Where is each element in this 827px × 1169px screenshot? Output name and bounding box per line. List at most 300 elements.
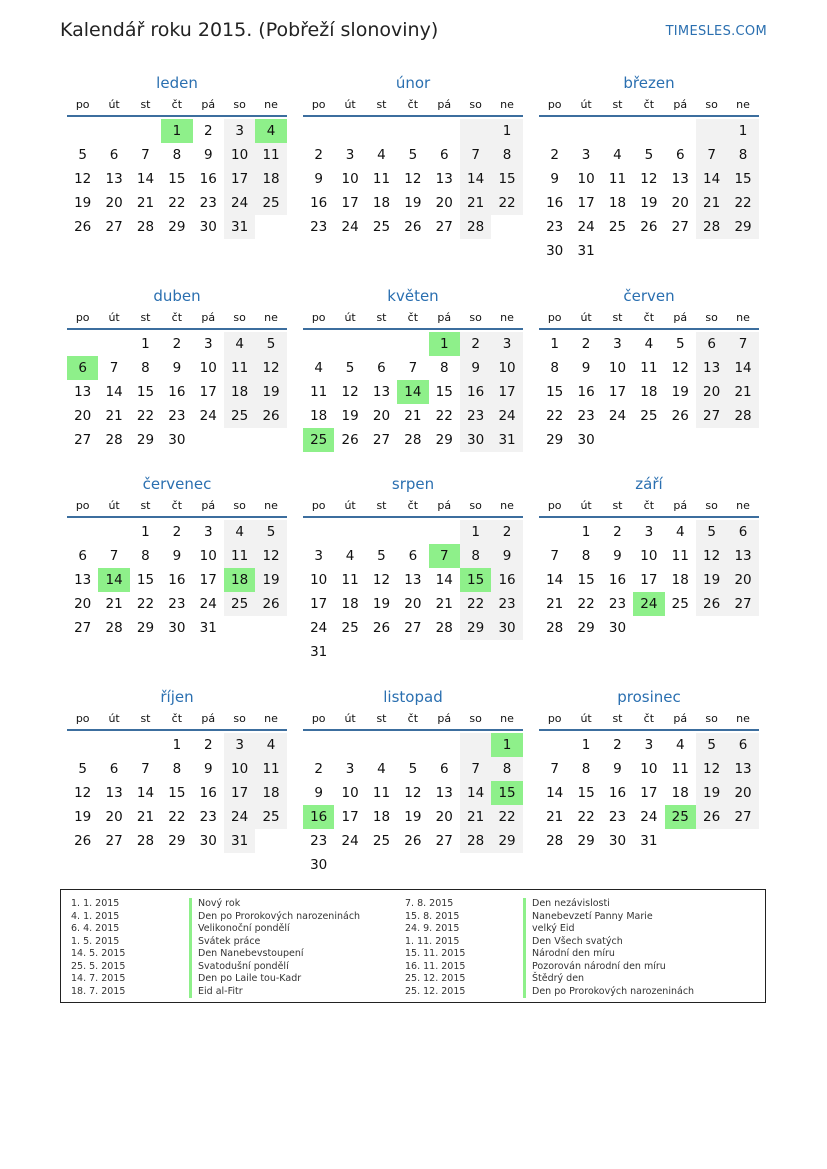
month-11 (539, 687, 759, 853)
day-cell: 4 (224, 332, 255, 356)
day-cell: 6 (109, 761, 119, 777)
day-cell: 19 (696, 568, 727, 592)
day-cell: 21 (105, 408, 123, 424)
day-cell: 17 (640, 785, 658, 801)
empty-cell (334, 733, 365, 757)
header-rule (303, 729, 523, 731)
weekday-label: čt (643, 311, 655, 324)
holiday-name: Nanebevzetí Panny Marie (523, 911, 653, 924)
day-cell: 8 (491, 757, 522, 781)
empty-cell (460, 119, 491, 143)
day-cell: 10 (310, 572, 328, 588)
weekday-label: čt (407, 311, 419, 324)
weekday-label: ne (264, 98, 278, 111)
day-cell: 8 (550, 360, 559, 376)
day-grid (67, 332, 287, 452)
weekday-label: so (233, 712, 246, 725)
day-cell: 3 (644, 524, 654, 540)
weekday-label: po (75, 311, 90, 324)
day-cell: 6 (439, 147, 449, 163)
day-cell: 30 (608, 833, 627, 849)
day-cell: 7 (109, 548, 119, 564)
empty-cell (633, 616, 664, 640)
day-cell: 12 (74, 785, 92, 801)
empty-cell (727, 428, 758, 452)
weekday-header (67, 95, 287, 115)
day-cell: 28 (460, 215, 491, 239)
day-cell: 29 (460, 616, 491, 640)
empty-cell (334, 853, 365, 877)
day-cell: 10 (640, 548, 658, 564)
day-cell: 2 (613, 524, 622, 540)
weekday-label: pá (437, 311, 452, 324)
empty-cell (665, 829, 696, 853)
day-cell: 22 (136, 408, 155, 424)
day-cell: 28 (105, 432, 123, 448)
empty-cell (98, 520, 129, 544)
day-cell: 7 (141, 761, 150, 777)
day-cell: 6 (439, 761, 449, 777)
weekday-label: pá (437, 499, 452, 512)
day-cell: 6 (727, 520, 758, 544)
day-cell: 3 (345, 761, 355, 777)
month-0 (67, 73, 287, 239)
day-cell: 12 (372, 572, 391, 588)
weekday-label: čt (407, 98, 419, 111)
day-cell: 21 (435, 596, 453, 612)
day-cell: 24 (199, 596, 217, 612)
weekday-label: po (75, 499, 90, 512)
day-cell: 25 (372, 219, 391, 235)
day-cell: 4 (224, 520, 255, 544)
month-name: březen (623, 74, 675, 92)
weekday-label: út (108, 98, 120, 111)
day-cell: 27 (435, 219, 453, 235)
day-cell: 7 (109, 360, 119, 376)
holiday-name: Svatodušní pondělí (189, 961, 289, 974)
day-cell: 26 (255, 404, 286, 428)
holiday-day-cell: 24 (633, 592, 664, 616)
day-cell: 12 (671, 360, 689, 376)
weekday-label: út (108, 712, 120, 725)
day-cell: 10 (341, 171, 359, 187)
day-cell: 15 (435, 384, 453, 400)
day-cell: 21 (546, 809, 564, 825)
day-cell: 9 (613, 548, 622, 564)
weekday-label: čt (643, 712, 655, 725)
day-cell: 30 (608, 620, 627, 636)
day-cell: 13 (696, 356, 727, 380)
day-cell: 17 (199, 384, 217, 400)
weekday-label: ne (500, 311, 514, 324)
weekday-label: so (233, 98, 246, 111)
day-cell: 16 (577, 384, 595, 400)
empty-cell (130, 733, 161, 757)
day-cell: 24 (310, 620, 328, 636)
empty-cell (224, 428, 255, 452)
day-cell: 10 (199, 548, 217, 564)
day-cell: 26 (74, 833, 92, 849)
weekday-label: út (344, 311, 356, 324)
weekday-label: st (140, 98, 151, 111)
day-cell: 14 (136, 171, 155, 187)
weekday-label: st (376, 712, 387, 725)
day-cell: 22 (577, 809, 595, 825)
day-cell: 3 (314, 548, 323, 564)
holiday-day-cell: 7 (429, 544, 460, 568)
holiday-day-cell: 15 (491, 781, 522, 805)
day-cell: 19 (671, 384, 689, 400)
day-cell: 19 (74, 195, 92, 211)
holiday-name: Národní den míru (523, 948, 615, 961)
day-cell: 13 (727, 757, 758, 781)
empty-cell (539, 733, 570, 757)
holiday-name: Svátek práce (189, 936, 260, 949)
day-cell: 16 (460, 380, 491, 404)
day-cell: 8 (581, 548, 591, 564)
day-cell: 13 (404, 572, 422, 588)
day-cell: 18 (372, 809, 391, 825)
weekday-header (67, 709, 287, 729)
day-cell: 1 (141, 336, 150, 352)
day-cell: 7 (460, 757, 491, 781)
holiday-day-cell: 18 (224, 568, 255, 592)
empty-cell (397, 640, 428, 664)
day-cell: 18 (255, 781, 286, 805)
weekday-label: po (547, 311, 562, 324)
day-cell: 4 (613, 147, 622, 163)
day-cell: 14 (105, 384, 123, 400)
day-cell: 5 (696, 733, 727, 757)
day-grid (67, 733, 287, 853)
weekday-label: út (108, 311, 120, 324)
empty-cell (334, 332, 365, 356)
day-cell: 1 (550, 336, 559, 352)
day-cell: 15 (168, 785, 186, 801)
day-cell: 9 (491, 544, 522, 568)
day-cell: 10 (577, 171, 595, 187)
day-cell: 18 (341, 596, 359, 612)
day-cell: 21 (136, 809, 155, 825)
holiday-day-cell: 16 (303, 805, 334, 829)
day-cell: 1 (581, 524, 591, 540)
day-cell: 25 (224, 404, 255, 428)
day-cell: 25 (255, 805, 286, 829)
day-cell: 12 (341, 384, 359, 400)
day-cell: 15 (136, 572, 155, 588)
day-cell: 29 (136, 620, 155, 636)
day-cell: 22 (435, 408, 453, 424)
holiday-day-cell: 15 (460, 568, 491, 592)
day-cell: 18 (372, 195, 391, 211)
day-cell: 14 (546, 785, 564, 801)
day-cell: 6 (727, 733, 758, 757)
day-cell: 21 (105, 596, 123, 612)
day-cell: 15 (168, 171, 186, 187)
empty-cell (303, 332, 334, 356)
day-cell: 31 (224, 215, 255, 239)
day-cell: 28 (404, 432, 422, 448)
day-cell: 30 (546, 243, 564, 259)
weekday-label: pá (673, 311, 688, 324)
weekday-label: čt (407, 712, 419, 725)
day-cell: 18 (255, 167, 286, 191)
empty-cell (397, 733, 428, 757)
day-cell: 8 (581, 761, 591, 777)
day-cell: 27 (435, 833, 453, 849)
day-cell: 21 (696, 191, 727, 215)
day-cell: 11 (224, 356, 255, 380)
weekday-label: út (108, 499, 120, 512)
day-cell: 5 (675, 336, 685, 352)
holiday-name: Velikonoční pondělí (189, 923, 290, 936)
day-cell: 25 (341, 620, 359, 636)
empty-cell (727, 239, 758, 263)
day-cell: 15 (491, 167, 522, 191)
day-cell: 2 (491, 520, 522, 544)
weekday-label: so (469, 311, 482, 324)
weekday-label: čt (407, 499, 419, 512)
month-4 (303, 286, 523, 452)
day-cell: 19 (640, 195, 658, 211)
weekday-label: út (344, 98, 356, 111)
day-cell: 5 (696, 520, 727, 544)
month-2 (539, 73, 759, 263)
weekday-label: ne (264, 712, 278, 725)
day-cell: 11 (640, 360, 658, 376)
empty-cell (255, 829, 286, 853)
weekday-label: ne (736, 98, 750, 111)
empty-cell (665, 239, 696, 263)
day-cell: 20 (696, 380, 727, 404)
day-cell: 10 (224, 757, 255, 781)
day-cell: 11 (224, 544, 255, 568)
holiday-date: 25. 5. 2015 (71, 960, 126, 972)
day-cell: 27 (105, 219, 123, 235)
empty-cell (429, 853, 460, 877)
holiday-date: 25. 12. 2015 (405, 985, 466, 997)
holiday-date: 15. 8. 2015 (405, 910, 460, 922)
day-cell: 15 (577, 785, 595, 801)
day-cell: 29 (546, 432, 564, 448)
empty-cell (633, 239, 664, 263)
weekday-label: so (233, 311, 246, 324)
day-cell: 6 (675, 147, 685, 163)
day-cell: 9 (613, 761, 622, 777)
header-rule (539, 729, 759, 731)
weekday-header (303, 308, 523, 328)
day-cell: 27 (727, 805, 758, 829)
day-cell: 11 (608, 171, 627, 187)
day-cell: 3 (613, 336, 622, 352)
weekday-label: čt (171, 98, 183, 111)
empty-cell (602, 239, 633, 263)
day-cell: 17 (224, 167, 255, 191)
empty-cell (303, 119, 334, 143)
day-cell: 2 (314, 761, 323, 777)
day-cell: 5 (255, 332, 286, 356)
day-cell: 23 (199, 809, 217, 825)
holiday-legend (60, 889, 766, 1003)
weekday-label: pá (201, 499, 216, 512)
weekday-label: po (311, 311, 326, 324)
weekday-label: st (140, 712, 151, 725)
day-cell: 21 (136, 195, 155, 211)
day-cell: 16 (310, 195, 328, 211)
weekday-header (67, 496, 287, 516)
weekday-label: čt (171, 311, 183, 324)
empty-cell (334, 119, 365, 143)
day-cell: 19 (404, 195, 422, 211)
day-cell: 29 (435, 432, 453, 448)
day-cell: 26 (255, 592, 286, 616)
day-cell: 30 (460, 428, 491, 452)
day-cell: 1 (727, 119, 758, 143)
day-cell: 12 (404, 171, 422, 187)
day-cell: 22 (168, 809, 186, 825)
day-cell: 22 (546, 408, 564, 424)
day-cell: 14 (435, 572, 453, 588)
weekday-label: po (311, 712, 326, 725)
weekday-label: st (612, 98, 623, 111)
day-cell: 1 (141, 524, 150, 540)
day-cell: 5 (255, 520, 286, 544)
day-cell: 20 (404, 596, 422, 612)
empty-cell (193, 428, 224, 452)
day-cell: 30 (199, 833, 217, 849)
day-cell: 25 (671, 596, 689, 612)
day-cell: 4 (255, 733, 286, 757)
day-cell: 13 (105, 171, 123, 187)
day-cell: 13 (435, 171, 453, 187)
holiday-day-cell: 4 (255, 119, 286, 143)
day-cell: 22 (136, 596, 155, 612)
day-cell: 20 (105, 809, 123, 825)
month-name: říjen (160, 688, 194, 706)
header-rule (303, 115, 523, 117)
day-cell: 1 (172, 737, 182, 753)
day-cell: 16 (608, 785, 627, 801)
day-cell: 9 (203, 147, 213, 163)
day-cell: 8 (439, 360, 449, 376)
empty-cell (602, 428, 633, 452)
holiday-day-cell: 1 (161, 119, 192, 143)
month-10 (303, 687, 523, 877)
weekday-label: po (547, 499, 562, 512)
empty-cell (98, 119, 129, 143)
day-cell: 29 (577, 620, 595, 636)
holiday-name: Den po Prorokových narozeninách (523, 986, 694, 999)
day-cell: 26 (74, 219, 92, 235)
day-cell: 26 (671, 408, 689, 424)
day-cell: 7 (696, 143, 727, 167)
day-cell: 16 (199, 785, 217, 801)
header-rule (539, 516, 759, 518)
day-cell: 17 (310, 596, 328, 612)
day-cell: 3 (491, 332, 522, 356)
day-grid (539, 119, 759, 263)
day-cell: 23 (460, 404, 491, 428)
empty-cell (366, 332, 397, 356)
weekday-label: so (469, 712, 482, 725)
weekday-label: st (612, 311, 623, 324)
day-cell: 7 (550, 548, 559, 564)
day-cell: 16 (608, 572, 627, 588)
holiday-day-cell: 1 (491, 733, 522, 757)
day-cell: 15 (136, 384, 155, 400)
empty-cell (397, 853, 428, 877)
day-cell: 12 (696, 544, 727, 568)
weekday-label: po (547, 98, 562, 111)
weekday-label: pá (201, 712, 216, 725)
day-cell: 19 (255, 380, 286, 404)
empty-cell (491, 215, 522, 239)
weekday-label: pá (673, 712, 688, 725)
day-cell: 28 (105, 620, 123, 636)
day-cell: 26 (696, 805, 727, 829)
site-logo[interactable]: TIMESLES.COM (665, 24, 767, 39)
header-rule (303, 516, 523, 518)
day-grid (303, 520, 523, 664)
empty-cell (366, 853, 397, 877)
page-title: Kalendář roku 2015. (Pobřeží slonoviny) (60, 19, 439, 41)
day-cell: 25 (255, 191, 286, 215)
day-cell: 12 (640, 171, 658, 187)
day-grid (67, 520, 287, 640)
day-cell: 29 (577, 833, 595, 849)
weekday-label: ne (500, 499, 514, 512)
day-cell: 7 (460, 143, 491, 167)
weekday-label: čt (171, 712, 183, 725)
day-cell: 19 (372, 596, 391, 612)
day-cell: 18 (608, 195, 627, 211)
holiday-day-cell: 25 (303, 428, 334, 452)
weekday-label: so (705, 712, 718, 725)
empty-cell (130, 119, 161, 143)
day-cell: 14 (727, 356, 758, 380)
day-cell: 30 (577, 432, 595, 448)
empty-cell (460, 733, 491, 757)
day-cell: 16 (199, 171, 217, 187)
empty-cell (602, 119, 633, 143)
day-cell: 2 (172, 524, 182, 540)
empty-cell (334, 640, 365, 664)
day-cell: 25 (224, 592, 255, 616)
weekday-label: pá (673, 499, 688, 512)
day-cell: 3 (644, 737, 654, 753)
day-cell: 15 (577, 572, 595, 588)
holiday-name: Den po Laile tou-Kadr (189, 973, 301, 986)
day-cell: 10 (491, 356, 522, 380)
day-cell: 28 (136, 219, 155, 235)
day-cell: 17 (608, 384, 627, 400)
day-cell: 6 (109, 147, 119, 163)
day-cell: 16 (546, 195, 564, 211)
day-cell: 13 (435, 785, 453, 801)
weekday-label: ne (264, 311, 278, 324)
day-cell: 1 (491, 119, 522, 143)
holiday-name: Eid al-Fitr (189, 986, 243, 999)
day-cell: 3 (203, 524, 213, 540)
holiday-date: 7. 8. 2015 (405, 898, 454, 909)
holiday-name: Den Nanebevstoupení (189, 948, 304, 961)
empty-cell (429, 733, 460, 757)
day-cell: 23 (608, 809, 627, 825)
day-cell: 4 (377, 147, 386, 163)
weekday-label: so (705, 311, 718, 324)
weekday-label: po (75, 712, 90, 725)
day-cell: 22 (491, 191, 522, 215)
